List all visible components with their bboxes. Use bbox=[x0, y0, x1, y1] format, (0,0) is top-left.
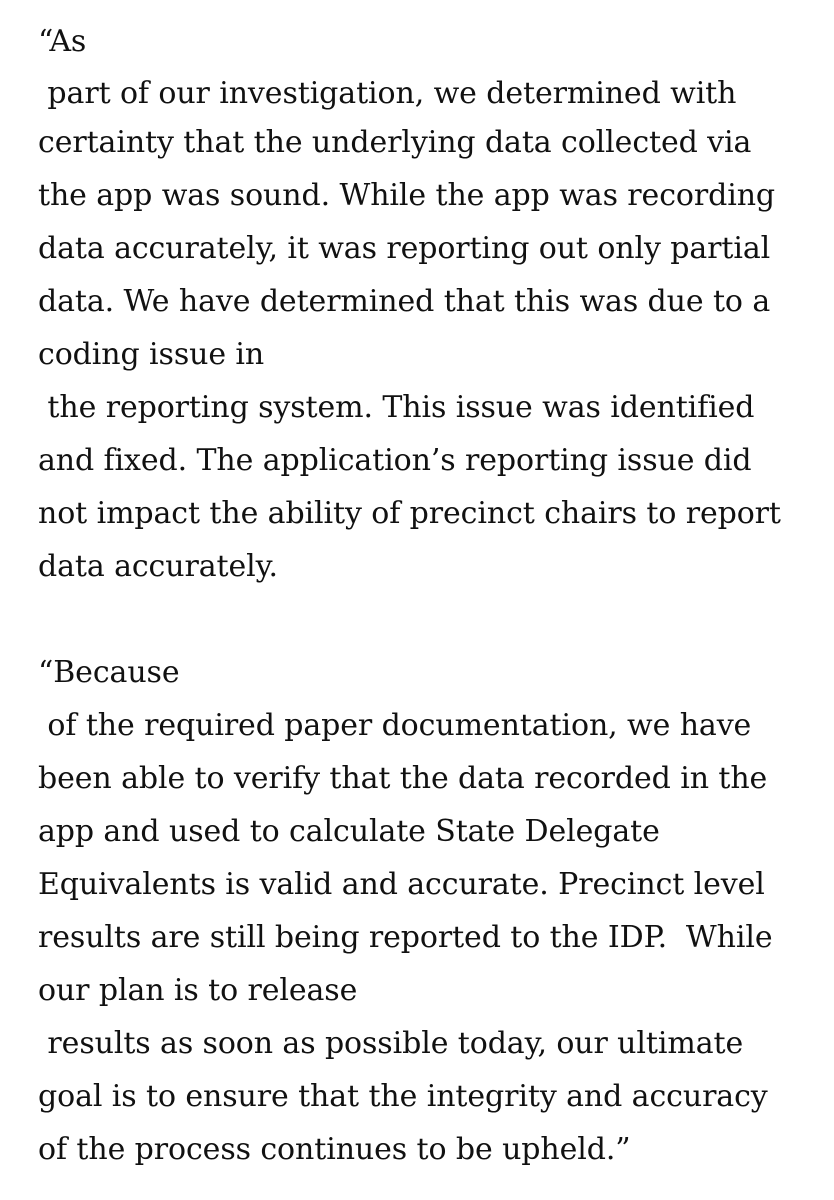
paragraph-1-line-1: “As bbox=[38, 24, 87, 59]
paragraph-1-line-7: coding issue in bbox=[38, 337, 265, 372]
paragraph-2-line-3: been able to verify that the data recorded in the bbox=[38, 761, 768, 796]
paragraph-2-line-10: of the process continues to be upheld.” bbox=[38, 1132, 631, 1167]
paragraph-1-line-8: the reporting system. This issue was identified bbox=[38, 390, 755, 425]
paragraph-1-line-2: part of our investigation, we determined with bbox=[38, 76, 737, 111]
paragraph-1-line-10: not impact the ability of precinct chairs to report bbox=[38, 496, 781, 531]
paragraph-1-line-3: certainty that the underlying data collected via bbox=[38, 125, 752, 160]
paragraph-2-line-5: Equivalents is valid and accurate. Precinct level bbox=[38, 867, 765, 902]
paragraph-2-line-6: results are still being reported to the IDP. While bbox=[38, 920, 773, 955]
paragraph-2-line-4: app and used to calculate State Delegate bbox=[38, 814, 660, 849]
paragraph-2-line-7: our plan is to release bbox=[38, 973, 358, 1008]
paragraph-2-line-1: “Because bbox=[38, 655, 180, 690]
paragraph-2-line-2: of the required paper documentation, we have bbox=[38, 708, 752, 743]
paragraph-1-line-9: and fixed. The application’s reporting issue did bbox=[38, 443, 752, 478]
paragraph-1-line-5: data accurately, it was reporting out only partial bbox=[38, 231, 771, 266]
paragraph-1-line-11: data accurately. bbox=[38, 549, 278, 584]
paragraph-1-line-6: data. We have determined that this was due to a bbox=[38, 284, 771, 319]
paragraph-2-line-8: results as soon as possible today, our ultimate bbox=[38, 1026, 744, 1061]
paragraph-2-line-9: goal is to ensure that the integrity and accuracy bbox=[38, 1079, 768, 1114]
paragraph-1-line-4: the app was sound. While the app was recording bbox=[38, 178, 776, 213]
